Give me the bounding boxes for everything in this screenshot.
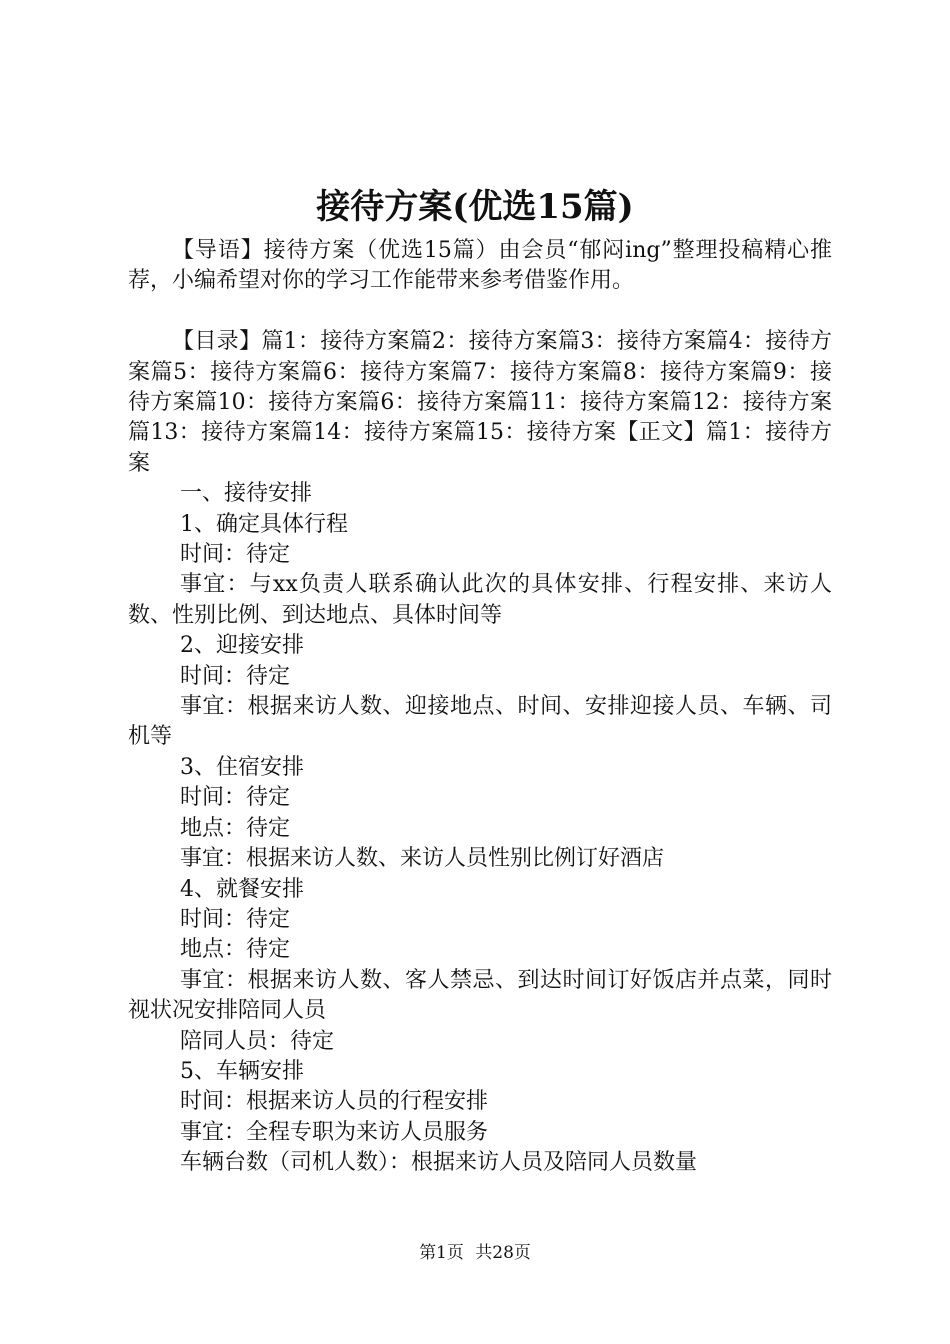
toc-paragraph: 【目录】篇1：接待方案篇2：接待方案篇3：接待方案篇4：接待方案篇5：接待方案篇6：接待方案篇7：接待方案篇8：接待方案篇9：接待方案篇10：接待方案篇6：接待方案篇11：接待方案篇12：接待方案篇13：接待方案篇14：接待方案篇15：接待方案【正文】篇1：接待方案 (128, 329, 832, 476)
section-heading: 一、接待安排 (180, 481, 313, 507)
item-line: 事宜：根据来访人数、来访人员性别比例订好酒店 (180, 846, 665, 872)
item-heading: 2、迎接安排 (180, 633, 304, 659)
page-number: 第1页 (419, 1243, 464, 1263)
item-line: 事宜：与xx负责人联系确认此次的具体安排、行程安排、来访人数、性别比例、到达地点、具体时间等 (128, 572, 832, 628)
paragraph-gap (128, 297, 832, 327)
item-line: 时间：待定 (180, 663, 291, 689)
item-line: 时间：待定 (180, 906, 291, 932)
item-line: 事宜：根据来访人数、客人禁忌、到达时间订好饭店并点菜，同时视状况安排陪同人员 (128, 967, 832, 1024)
item-line: 车辆台数（司机人数）：根据来访人员及陪同人员数量 (180, 1150, 698, 1176)
page-total: 共28页 (475, 1243, 531, 1263)
item-line: 时间：待定 (180, 785, 291, 811)
intro-paragraph: 【导语】接待方案（优选15篇）由会员“郁闷ing”整理投稿精心推荐，小编希望对你的学习工作能带来参考借鉴作用。 (128, 238, 832, 294)
item-line: 时间：根据来访人员的行程安排 (180, 1089, 489, 1115)
item-line: 陪同人员：待定 (180, 1028, 335, 1054)
document-body (128, 236, 832, 1179)
item-line: 事宜：根据来访人数、迎接地点、时间、安排迎接人员、车辆、司机等 (128, 694, 832, 750)
item-line: 事宜：全程专职为来访人员服务 (180, 1119, 489, 1145)
item-heading: 5、车辆安排 (180, 1058, 304, 1084)
page-footer (0, 1241, 950, 1265)
item-heading: 3、住宿安排 (180, 754, 304, 780)
item-heading: 1、确定具体行程 (180, 511, 348, 537)
item-line: 地点：待定 (180, 815, 291, 841)
item-line: 时间：待定 (180, 542, 291, 568)
item-heading: 4、就餐安排 (180, 876, 304, 902)
document-title: 接待方案(优选15篇) (316, 187, 634, 227)
item-line: 地点：待定 (180, 937, 291, 963)
